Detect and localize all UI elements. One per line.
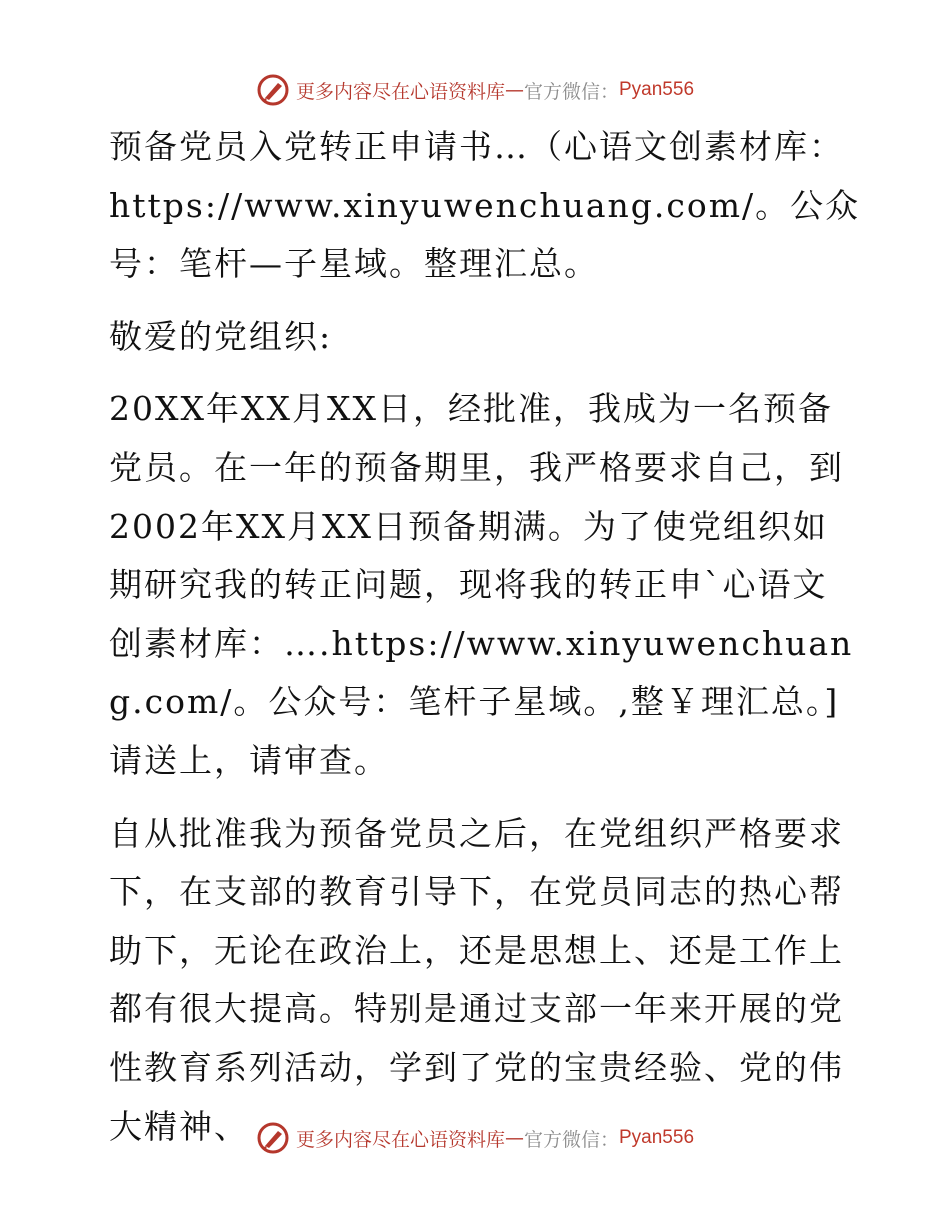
footer-watermark-banner <box>0 1118 950 1158</box>
document-body <box>97 118 862 1170</box>
banner-separator: — <box>504 1127 524 1149</box>
pen-circle-logo-icon <box>256 1121 290 1155</box>
paragraph-salutation: 敬爱的党组织: <box>109 316 333 356</box>
paragraph-intro: 20XX年XX月XX日，经批准，我成为一名预备党员。在一年的预备期里，我严格要求自己，到2002年XX月XX日预备期满。为了使党组织如期研究我的转正问题，现将我的转正申`心语文创素材库：….https://www.xinyuwenchuang.com/。公众号：笔杆子星域。,整￥理汇总。]请送上，请审查。 <box>109 389 854 780</box>
wechat-id: Pyan556 <box>619 1127 695 1148</box>
brand-text: 更多内容尽在心语资料库 <box>295 80 505 103</box>
wechat-id: Pyan556 <box>619 79 695 100</box>
pen-circle-logo-icon <box>256 73 290 107</box>
brand-text: 更多内容尽在心语资料库 <box>295 1128 505 1151</box>
paragraph-title-line: 预备党员入党转正申请书…（心语文创素材库：https://www.xinyuwenchuang.com/。公众号：笔杆—子星域。整理汇总。 <box>109 127 861 284</box>
banner-separator: — <box>504 79 524 101</box>
wechat-label: 官方微信： <box>523 1128 619 1151</box>
header-watermark-banner <box>0 70 950 110</box>
wechat-label: 官方微信： <box>523 80 619 103</box>
paragraph-body: 自从批准我为预备党员之后，在党组织严格要求下，在支部的教育引导下，在党员同志的热心帮助下，无论在政治上，还是思想上、还是工作上都有很大提高。特别是通过支部一年来开展的党性教育系列活动，学到了党的宝贵经验、党的伟大精神、 <box>109 813 844 1146</box>
